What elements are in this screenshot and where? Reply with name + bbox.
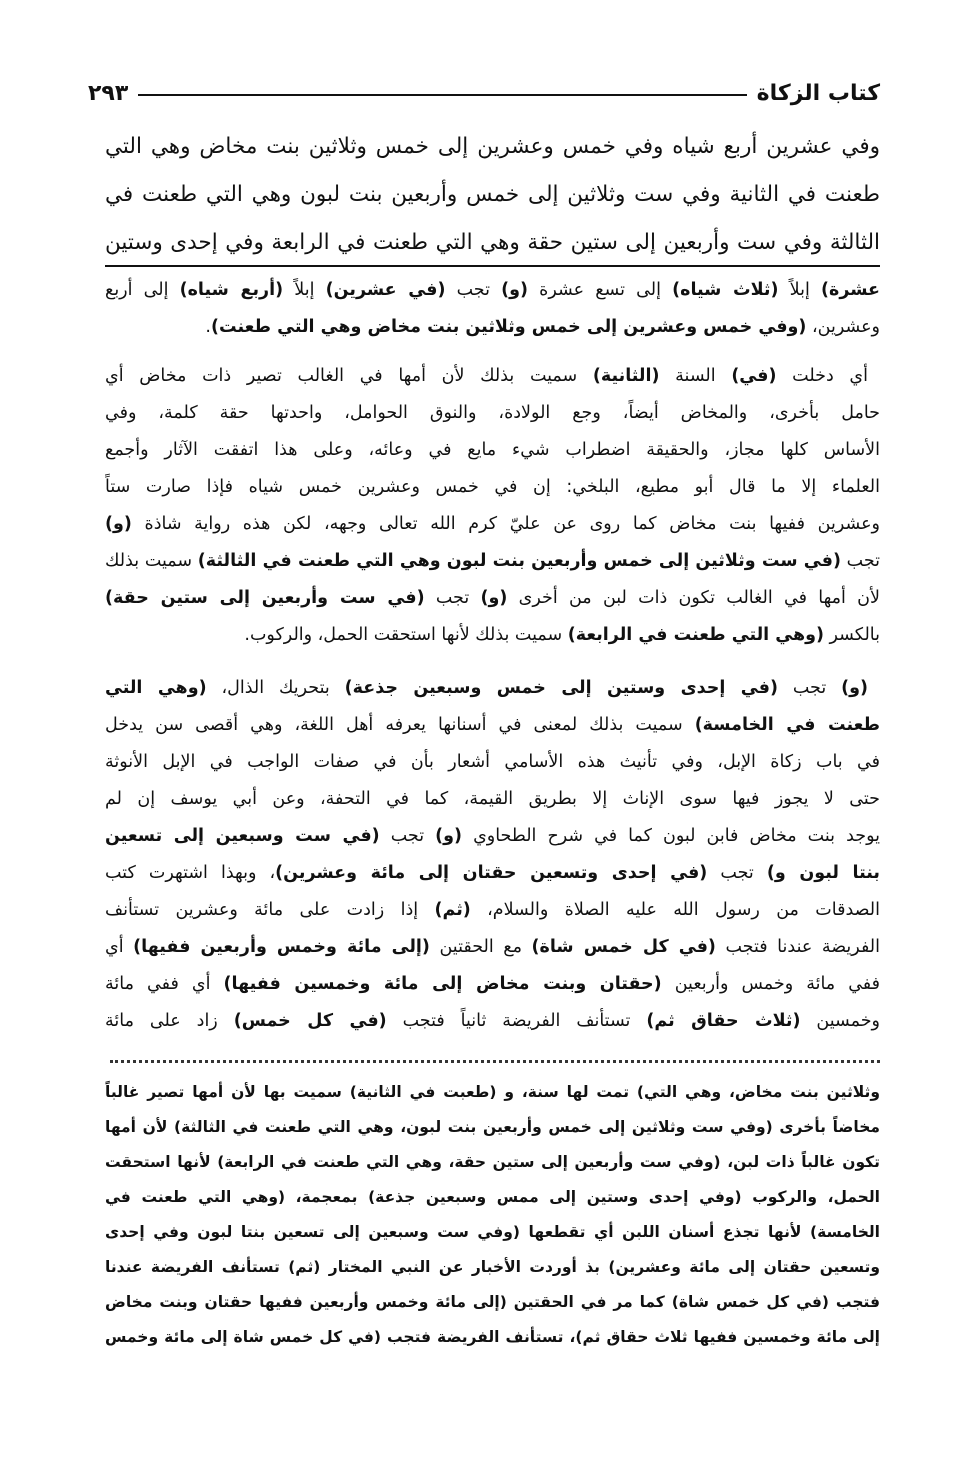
matn-quote: طعنت في الخامسة) (694, 715, 880, 735)
commentary-line: بنتا لبون و) تجب (في إحدى وتسعين حقتان إلى مائة وعشرين)، وبهذا اشتهرت كتب (105, 863, 880, 883)
commentary-line: في باب زكاة الإبل، وفي تأنيث هذه الأسامي أشعار بأن في صفات الواجب في الإبل الأنوثة (105, 752, 880, 772)
matn-quote: (و) (435, 826, 463, 846)
commentary-paragraph (105, 358, 880, 654)
matn-quote: (ثلاث شياه) (672, 280, 779, 300)
matn-quote: عشرة) (821, 280, 880, 300)
matn-quote: (في ست وأربعين إلى ستين حقة) (105, 588, 425, 608)
commentary-line: الأساس كلها مجاز، والحقيقة اضطراب شيء مايع في وعائه، وعلى هذا اتفقت الآثار وأجمع (105, 440, 880, 460)
footnote-line: وتسعين حقتان إلى مائة وعشرين) بذ أوردت الأخبار عن النبي المختار (ثم) تستأنف الفريضة عندنا (105, 1258, 880, 1276)
footnote-line: مخاضاً بأخرى (وفي ست وثلاثين إلى خمس وأربعين بنت لبون، وهي التي طعنت في الثالثة) لأن أمها (105, 1118, 880, 1136)
matn-quote: (في ست وسبعين إلى تسعين (105, 826, 380, 846)
matn-quote: (في كل خمس شاة) (531, 937, 716, 957)
commentary-paragraph (105, 670, 880, 1040)
matn-line: الثالثة وفي ست وأربعين إلى ستين حقة وهي التي طعنت في الرابعة وفي إحدى وستين (105, 230, 880, 255)
footnote-text (105, 1075, 880, 1355)
matn-quote: (و) (501, 280, 529, 300)
matn-quote: (و) (480, 588, 508, 608)
commentary-line: وخمسين (ثلاث حقاق ثم) تستأنف الفريضة ثانياً فتجب (في كل خمس) زاد على مائة (105, 1011, 880, 1031)
matn-quote: بنتا لبون و) (766, 863, 880, 883)
matn-quote: (في إحدى وستين إلى خمس وسبعين جذعة) (344, 678, 778, 698)
matn-quote: (حقتان وبنت مخاض إلى مائة وخمسين ففيها) (223, 974, 662, 994)
commentary (105, 272, 880, 1040)
footnote-line: فتجب (في كل خمس شاة) كما مر في الحقتين (إلى مائة وخمس وأربعين ففيها حقتان وبنت مخاض (105, 1293, 880, 1311)
matn-line: وفي عشرين أربع شياه وفي خمس وعشرين إلى خمس وثلاثين بنت مخاض وهي التي (105, 134, 880, 159)
matn-quote: (وهي التي (105, 678, 207, 698)
matn-quote: (إلى مائة وخمس وأربعين ففيها) (133, 937, 430, 957)
commentary-line: عشرة) إبلاً (ثلاث شياه) إلى تسع عشرة (و) تجب (في عشرين) إبلاً (أربع شياه) إلى أربع (105, 280, 880, 300)
matn-quote: (في عشرين) (325, 280, 446, 300)
matn-quote: (الثانية) (592, 366, 660, 386)
matn-separator-rule (105, 265, 880, 267)
matn-quote: (وهي التي طعنت في الرابعة) (567, 625, 824, 645)
matn-quote: (في) (731, 366, 777, 386)
footnote-line: الخامسة) لأنها تجذع أسنان اللبن أي تقطعها (وفي ست وسبعين إلى تسعين بنتا لبون وفي إحدى (105, 1223, 880, 1241)
matn-quote: (و) (105, 514, 132, 534)
commentary-line: طعنت في الخامسة) سميت بذلك لمعنى في أسنانها يعرفه أهل اللغة، وهي أقصى سن يدخل (105, 715, 880, 735)
commentary-line: الفريضة عندنا فتجب (في كل خمس شاة) مع الحقتين (إلى مائة وخمس وأربعين ففيها) أي (105, 937, 880, 957)
commentary-line: لأن أمها في الغالب تكون ذات لبن من أخرى (و) تجب (في ست وأربعين إلى ستين حقة) (105, 588, 880, 608)
footnote-line: وثلاثين بنت مخاض، وهي التي) تمت لها سنة، و (طعبت في الثانية) سميت بها لأن أمها تصير غالباً (105, 1083, 880, 1101)
commentary-paragraph (105, 272, 880, 346)
commentary-line: الصدقات من رسول الله عليه الصلاة والسلام، (ثم) إذا زادت على مائة وعشرين تستأنف (105, 900, 880, 920)
commentary-line: بالكسر (وهي التي طعنت في الرابعة) سميت بذلك لأنها استحقت الحمل، والركوب. (244, 625, 880, 645)
commentary-line: (و) تجب (في إحدى وستين إلى خمس وسبعين جذعة) بتحريك الذال، (وهي التي (105, 678, 868, 698)
commentary-line: يوجد بنت مخاض فابن لبون كما في شرح الطحاوي (و) تجب (في ست وسبعين إلى تسعين (105, 826, 880, 846)
matn-quote: (و) (841, 678, 868, 698)
commentary-line: وعشرين، (وفي خمس وعشرين إلى خمس وثلاثين بنت مخاض وهي التي طعنت). (205, 317, 880, 337)
commentary-line: حتى لا يجوز فيها سوى الإناث إلا بطريق القيمة، كما في التحفة، وعن أبي يوسف إن لم (105, 789, 880, 809)
commentary-line: وعشرين ففيها بنت مخاض كما روى عن عليّ كرم الله تعالى وجهه، لكن هذه رواية شاذة (و) (105, 514, 880, 534)
footnote-line: الحمل، والركوب (وفي إحدى وستين إلى ممس وسبعين جذعة) بمعجمة، (وهي التي طعنت في (105, 1188, 880, 1206)
chapter-title: كتاب الزكاة (756, 81, 880, 106)
commentary-line: حامل بأخرى، والمخاض أيضاً، وجع الولادة، والنوق الحوامل، واحدتها حقة كلمة، وفي (105, 403, 880, 423)
matn-quote: (في كل خمس) (233, 1011, 387, 1031)
commentary-line: تجب (في ست وثلاثين إلى خمس وأربعين بنت لبون وهي التي طعنت في الثالثة) سميت بذلك (105, 551, 880, 571)
matn-line: طعنت في الثانية وفي ست وثلاثين إلى خمس وأربعين بنت لبون وهي التي طعنت في (105, 182, 880, 207)
footnote-separator-dots (110, 1060, 880, 1063)
footnote-line: إلى مائة وخمسين ففيها ثلاث حقاق ثم)، تستأنف الفريضة فتجب (في كل خمس شاة إلى مائة وخمس (105, 1328, 880, 1346)
commentary-line: أي دخلت (في) السنة (الثانية) سميت بذلك لأن أمها في الغالب تصير ذات مخاض أي (105, 366, 868, 386)
footnote-line: تكون غالباً ذات لبن، (وفي ست وأربعين إلى ستين حقة، وهي التي طعنت في الرابعة) لأنها استحقت (105, 1153, 880, 1171)
matn-quote: (ثلاث حقاق ثم) (646, 1011, 801, 1031)
header-rule (138, 94, 746, 96)
matn-quote: (أربع شياه) (179, 280, 284, 300)
matn-quote: (وفي خمس وعشرين إلى خمس وثلاثين بنت مخاض وهي التي طعنت) (211, 317, 807, 337)
page-number: ٢٩٣ (88, 81, 129, 106)
matn-quote: (ثم) (434, 900, 471, 920)
matn-quote: (في إحدى وتسعين حقتان إلى مائة وعشرين) (275, 863, 708, 883)
matn-text (105, 123, 880, 267)
commentary-line: ففي مائة وخمس وأربعين (حقتان وبنت مخاض إلى مائة وخمسين ففيها) أي ففي مائة (105, 974, 880, 994)
commentary-line: العلماء إلا ما قال أبو مطيع، البلخي: إن في خمس وعشرين خمس شياه فإذا صارت ستاً (105, 477, 880, 497)
running-header (88, 76, 880, 112)
matn-quote: (في ست وثلاثين إلى خمس وأربعين بنت لبون وهي التي طعنت في الثالثة) (197, 551, 841, 571)
